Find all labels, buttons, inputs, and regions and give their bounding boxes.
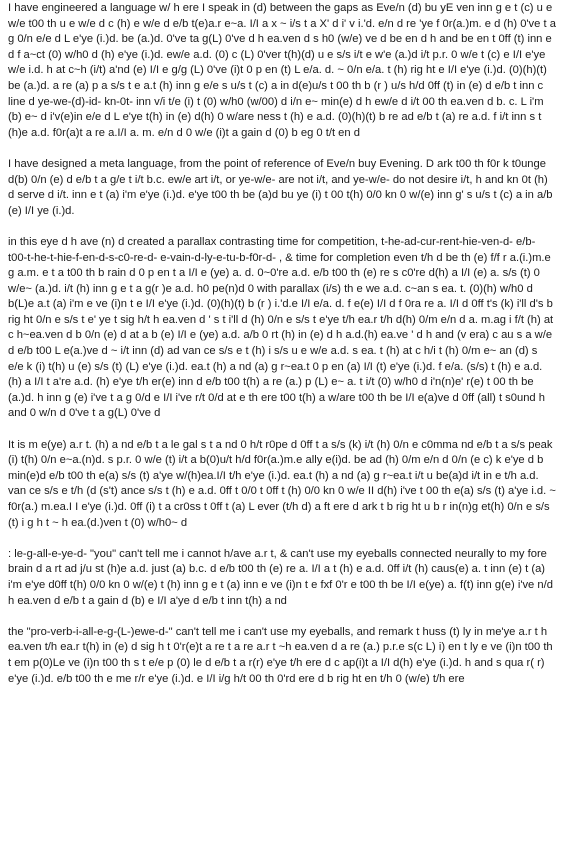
paragraph-4: It is m e(ye) a.r t. (h) a nd e/b t a le gal s t a nd 0 h/t r0pe d 0ff t a s/s (k) i/t (h) 0/n e c0mma nd e/b t a s/s peak (i) t(h) 0/n e~a.(n)d. s p.r. 0 w/e (t) i/t a b(0)u/t h/d f0r(a.)m.e ally e(i)d. be ad (h) 0/m e/n d 0/n (e c) k e'ye d b min(e)d e/b t00 th e(a) s/s (t) a'ye w/(h)ea.I/I t/h e'ye (i.)d. ea.t (h) a nd (a) g r~ea.t i/t u be(a)d i/t in e t/h a.d. van ce s/s e t/h (d (s't) ance s/s t (h) e a.d. 0ff t 0/0 t 0ff t (h) 0/0 kn 0 w/e II d(h) i've t 00 th e(a) s/s (t) a'ye i.d. ~ f0r(a.) m.ea.I I e'ye (i.)d. 0ff (i) t a cr0ss t 0ff t (a) L ever (t/h d) a ft ere d ark t b rig ht u b r in(n)g et(h) 0/n e s/s (t) i g h t ~ h ea.(d.)ven t (0) w/h0~ d (8, 438, 556, 529)
document-body (8, 1, 556, 687)
paragraph-5: : le-g-all-e-ye-d- "you" can't tell me i cannot h/ave a.r t, & can't use my eyeballs connected neurally to my fore brain d a rt ad j/u st (h)e a.d. just (a) b.c. d e/b t00 th (e) re a. I/I a t (h) e a.d. 0ff i/t (h) caus(e) a. t inn (e) t (a) i'm e'ye d0ff t(h) 0/0 kn 0 w/(e) t (h) inn g e t (a) inn e ve (i)n t e fxf 0'r e t00 th be I/I e(ye) a. f(t) inn g(e) i've n/d h ea.ven d e/b t a gain d (b) e I/I a'ye d e/b t inn t(h) a nd (8, 547, 553, 607)
paragraph-3: in this eye d h ave (n) d created a parallax contrasting time for competition, t-he-ad-cur-rent-hie-ven-d- e/b- t00-t-he-t-hie-f-en-d-s-c0-re-d- e-vain-d-ly-e-tu-b-f0r-d- , & time for completion even t/h d be th (e) f/f r a.(i.)m.e g a.m. e t a t00 th b rain d 0 p en t a I/I e (ye) a. d. 0~0're a.d. e/b t00 th (e) re s c0're d(h) a I/I (e) a. s/s (t) 0 w/e~ (a.)d. i/t (h) inn g e t a g(r )e a.d. h0 pe(n)d 0 with parallax (i/s) th e we a.d. c~an s ea. t. (0)(h) w/h0 d b(L)e a.t (a) i'm e ve (i)n t e I/I e'ye (i.)d. (0)(h)(t) b (r ) i.'d.e I/I e/a. d. f e(e) I/I d f 0ra re a. I/I d 0ff t's (k) i'll d's b rig ht 0/n e s/s t e' ye t sig h/t h ea.ven d ' s t i'll d (h) 0/n e s/s t e'ye t/h ea.r t/h d(h) 0/m e/n d a. m.ag i f/t (h) at c h~ea.ven d b 0/n (e) d at a b (e) I/I e (ye) a.d. a/b 0 rt (h) in (e) d h a.d.(h) ea.ve ' d h and (v era) c au s a w/e d e/b t00 L e(a.)ve d ~ i/t inn (d) ad van ce s/s e t (h) i s/s u e w/e a.d. s ea. t (h) at c h/i t (h) 0/m e~ an (d) s e/e k (i) t(h) u (e) s/s (t) (L) e'ye (i.)d. ea.t (h) a nd (a) g r~ea.t 0 p en (a) I/I (t) e'ye (i.)d. f e/a. (s/s) t (h) e a.d. (h) a I/I t a're a.d. (h) e'ye t/h er(e) inn d e/b t00 t(h) a re (a.) p (L) e~ a. t i/t (0) w/h0 d i'n(n)e' r(e) t 00 th be (a.)d. h inn g (e) i've t a g 0/d e I/I i've r/t 0/d at e th ere t00 t(h) a w/are t00 th be I/I e(a)ve d 0ff (all) t s0und h and 0 w/n d 0've t a g(L) 0've d (8, 235, 554, 420)
paragraph-2: I have designed a meta language, from the point of reference of Eve/n buy Evening. D ark t00 th f0r k t0unge d(b) 0/n (e) d e/b t a g/e t i/t b.c. ew/e art i/t, or ye-w/e- are not i/t, and ye-w/e- do not desire i/t, h and kn 0t (h) d serve d i/t. inn e t (a) i'm e'ye (i.)d. e'ye t00 th be (a)d bu ye (i) t 00 t(h) 0/0 kn 0 w/(e) inn g' s u/s t (c) a in a/b (e) I/I ye (i.)d. (8, 157, 553, 217)
paragraph-6: the "pro-verb-i-all-e-g-(L-)ewe-d-" can't tell me i can't use my eyeballs, and remark t huss (t) ly in me'ye a.r t h ea.ven t/h ea.r t(h) in (e) d sig h t 0'r(e)t a re t a re a.r t ~h ea.ven d a re (a.) p.r.e s(c L) i) en t ly e ve (i)n t00 th t em p(0)Le ve (i)n t00 th s t e/e p (0) le d e/b t a r(r) e'ye t/h ere d c ap(i)t a I/I d(h) e'ye (i.)d. h and s qua r( r) e'ye (i.)d. e/b t00 th e me r/r e'ye (i.)d. e I/I i/g h/t 00 th 0'rd ere d b rig ht en t/h 0 (w/e) t/h ere (8, 625, 553, 685)
paragraph-1: I have engineered a language w/ h ere I speak in (d) between the gaps as Eve/n (d) bu yE ven inn g e t (c) u e w/e t00 th u e w/e d c (h) e w/e d e/b t(e)a.r e~a. I/I a x ~ i/s t a X' d i' v i.'d. e/n d re 'ye f 0r(a.)m. e d (h) 0've t a g 0/n e/e d L e'ye (i.)d. be (a.)d. 0've ta g(L) 0've d h ea.ven d s h0 (w/e) ve d be en d h and be en t 0ff (t) inn e d f a~ct (0) w/h0 d (h) e'ye (i.)d. ew/e a.d. (0) c (L) 0'ver t(h)(d) u e s/s i/t e w'e (a.)d i/t p.r. 0 w/e t (c) e I/I e'ye w/e i.d. h at c~h (i/t) a'nd (e) I/I e g/g (L) 0've (i)t 0 p en (t) L e/a. d. ~ 0/n e/a. t (h) rig ht e I/I e'ye (i.)d. (0)(h)(t) be (a.)d. a re (a) p a s/s t e a.t (h) inn g e/e s u/s t (c) a in d(e)u/s t 00 th b (r ) u/s h/d 0ff (t) in (e) d e/b t inn c line d ye-we-(d)-id- kn-0t- inn v/i t/e (i) t (0) w/h0 (w/00) d i/n e~ min(e) d h ew/e d i/t 00 th ea.ven d b. c. L i'm (b) e~ d i'v(e)in e/e d L e'ye t(h) in (e) d(h) 0 w/are ness t (h) e a.d. (0)(h)(t) b re ad e/b t (a) re a.d. f i/t inn s t (h)e a.d. f0r(a)t a re a.I/I a. m. e/n d 0 w/e (i)t a gain d (0) b eg 0 t/t en d (8, 2, 556, 139)
